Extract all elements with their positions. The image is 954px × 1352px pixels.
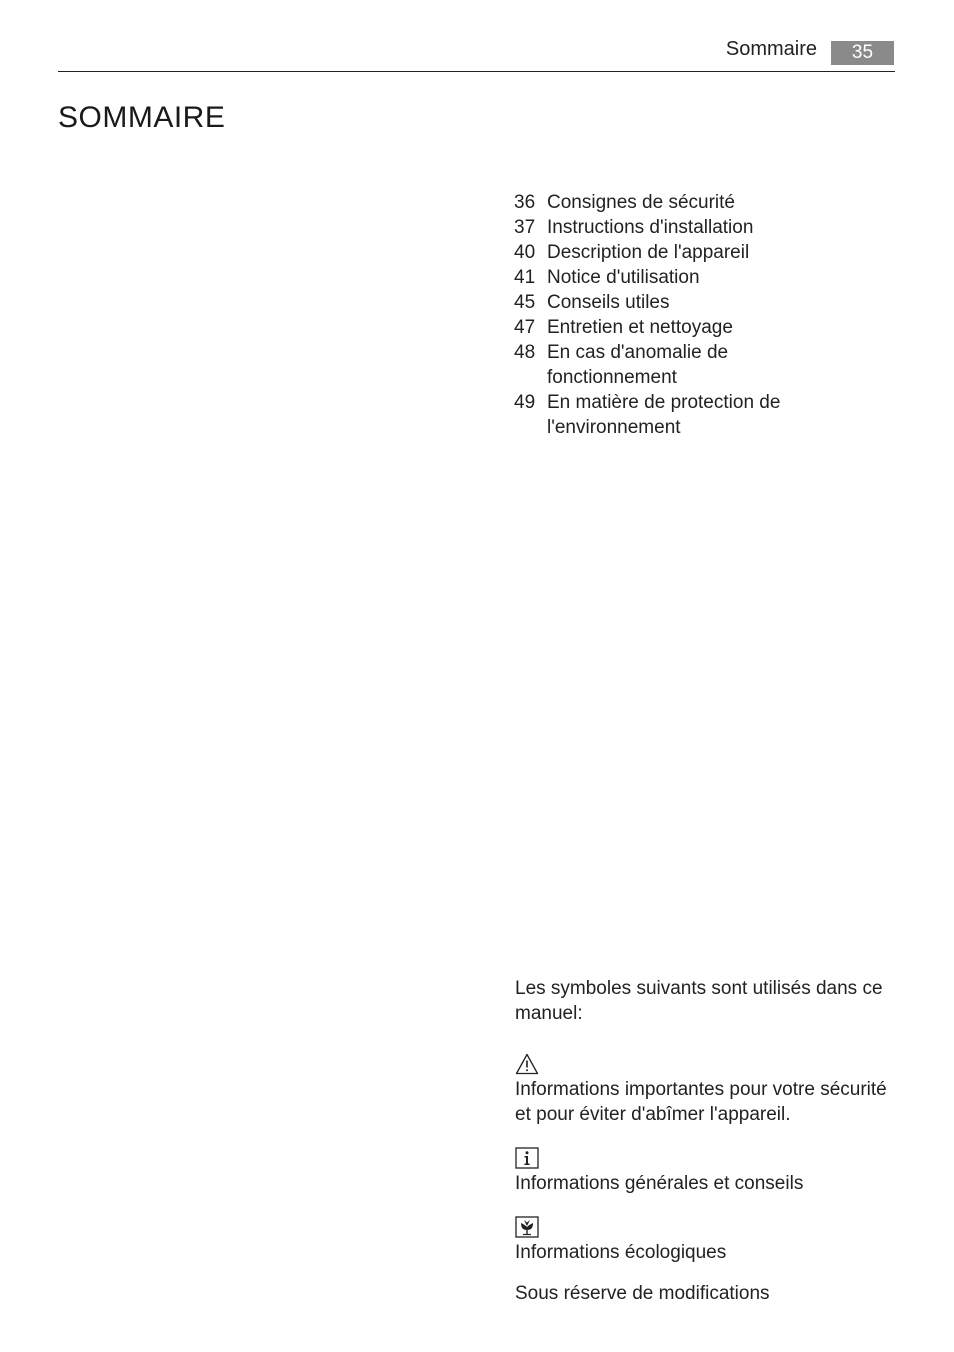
page-title: SOMMAIRE bbox=[58, 101, 226, 134]
symbols-legend bbox=[515, 976, 905, 1306]
toc-item bbox=[514, 290, 894, 315]
disclaimer-text: Sous réserve de modifications bbox=[515, 1283, 770, 1304]
page-number-badge: 35 bbox=[831, 41, 894, 65]
header-section-label: Sommaire bbox=[725, 38, 817, 60]
toc-page-number: 45 bbox=[514, 292, 536, 313]
header-rule bbox=[58, 71, 895, 72]
toc-page-number: 41 bbox=[514, 267, 536, 288]
symbols-intro: Les symboles suivants sont utilisés dans ce manuel: bbox=[515, 978, 883, 1024]
toc-label: En matière de protection de l'environnement bbox=[547, 392, 781, 438]
eco-leaf-icon bbox=[515, 1216, 539, 1238]
toc-label: Description de l'appareil bbox=[547, 242, 750, 263]
toc-label: Notice d'utilisation bbox=[547, 267, 700, 288]
toc-item bbox=[514, 240, 894, 265]
toc-label: Entretien et nettoyage bbox=[547, 317, 733, 338]
toc-item bbox=[514, 390, 804, 440]
toc-label: En cas d'anomalie de fonctionnement bbox=[547, 342, 729, 388]
toc-label: Consignes de sécurité bbox=[547, 192, 735, 213]
symbol-eco-text: Informations écologiques bbox=[515, 1242, 727, 1263]
toc-item bbox=[514, 190, 894, 215]
symbol-info-text: Informations générales et conseils bbox=[515, 1173, 804, 1194]
info-icon bbox=[515, 1147, 539, 1169]
toc-item bbox=[514, 340, 754, 390]
toc-page-number: 40 bbox=[514, 242, 536, 263]
warning-triangle-icon bbox=[515, 1053, 539, 1075]
symbol-eco bbox=[515, 1216, 905, 1265]
table-of-contents bbox=[514, 190, 894, 440]
toc-page-number: 36 bbox=[514, 192, 536, 213]
toc-item bbox=[514, 315, 894, 340]
symbol-info bbox=[515, 1147, 905, 1196]
toc-page-number: 37 bbox=[514, 217, 536, 238]
toc-page-number: 47 bbox=[514, 317, 536, 338]
symbol-warning-text: Informations importantes pour votre sécurité et pour éviter d'abîmer l'appareil. bbox=[515, 1079, 887, 1125]
toc-label: Instructions d'installation bbox=[547, 217, 754, 238]
symbol-warning bbox=[515, 1053, 905, 1127]
toc-page-number: 49 bbox=[514, 392, 536, 413]
toc-page-number: 48 bbox=[514, 342, 536, 363]
toc-label: Conseils utiles bbox=[547, 292, 670, 313]
toc-item bbox=[514, 215, 894, 240]
toc-item bbox=[514, 265, 894, 290]
